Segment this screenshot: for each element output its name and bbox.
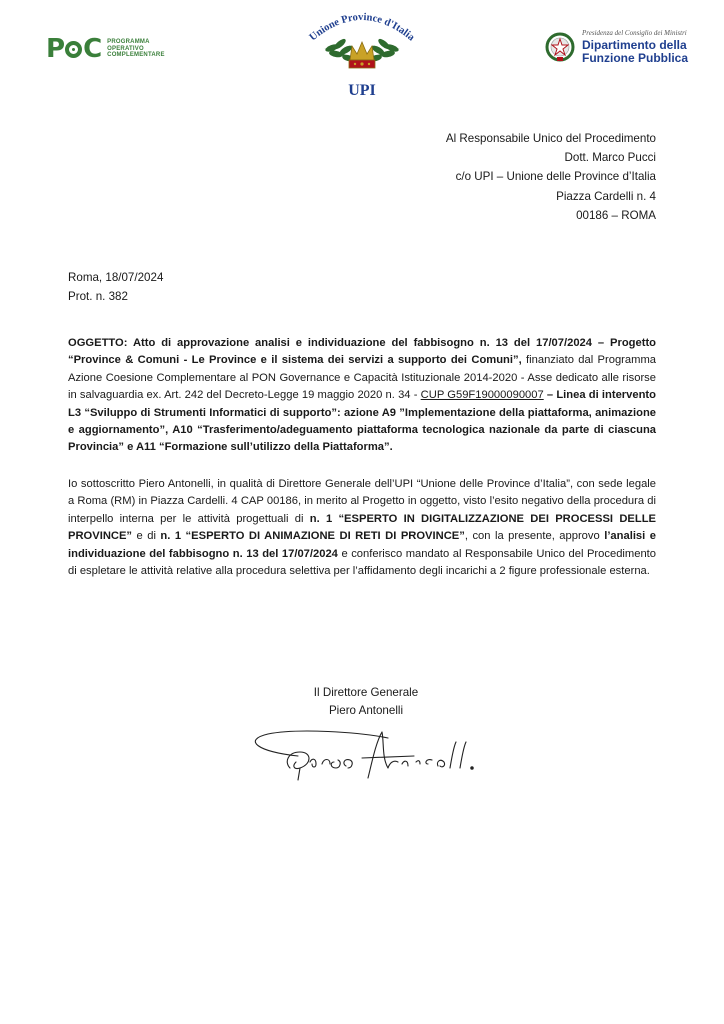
subject-text: finanziato dal Programma Azione Coesione Complementare al PON Governance e Capacità Istituzionale 2014-2020 - Asse dedicato alle risorse in salvaguardia ex. Art. 242 del Decreto-Legge 19 maggio 2020 n. 34 -: [68, 354, 656, 402]
recipient-line: 00186 – ROMA: [576, 208, 656, 222]
dfp-title: Dipartimento della Funzione Pubblica: [582, 38, 689, 65]
poc-logo: [46, 34, 186, 64]
subject-bold-tail: – Linea di intervento L3 “Sviluppo di Strumenti Informatici di supporto”: azione A9 ”Implementazione della piattaforma, animazione e aggiornamento”, A10 “Trasferimento/adeguamento piattaforma tecnologica nazionale da parte di ciascuna Provincia” e A11 “Formazione sull’utilizzo della Piattaforma”.: [68, 389, 656, 454]
body-text: , con la presente, approvo: [464, 530, 605, 543]
protocol-number: Prot. n. 382: [68, 290, 128, 303]
subject-paragraph: [68, 335, 656, 457]
recipient-line: Piazza Cardelli n. 4: [556, 189, 656, 203]
letter-date: Roma, 18/07/2024: [68, 271, 164, 284]
subject-bold-intro: OGGETTO: Atto di approvazione analisi e individuazione del fabbisogno n. 13 del 17/07/2024 – Progetto “Province & Comuni - Le Province e il sistema dei servizi a supporto dei Comuni”,: [68, 337, 656, 367]
poc-logo-text: PROGRAMMA OPERATIVO COMPLEMENTARE: [107, 39, 165, 59]
poc-mark-icon: P C: [46, 34, 102, 64]
cup-code: CUP G59F19000090007: [420, 389, 544, 402]
signer-role: Il Direttore Generale: [313, 686, 419, 699]
body-bold: l’analisi e individuazione del fabbisogno n. 13 del 17/07/2024: [68, 530, 656, 560]
body-text: e conferisco mandato al Responsabile Unico del Procedimento di espletare le attività relative alla procedura selettiva per l’affidamento degli incarichi a 2 figure professionale esterna.: [68, 547, 656, 578]
dfp-logo: [545, 29, 695, 69]
body-text: e di: [132, 530, 161, 543]
dfp-subtitle: Presidenza del Consiglio dei Ministri: [582, 29, 687, 37]
body-bold: n. 1 “ESPERTO IN DIGITALIZZAZIONE DEI PROCESSI DELLE PROVINCE”: [68, 512, 656, 543]
upi-logo: [302, 6, 422, 106]
upi-label: UPI: [348, 82, 376, 99]
body-bold: n. 1 “ESPERTO DI ANIMAZIONE DI RETI DI PROVINCE”: [160, 530, 465, 543]
body-paragraph: [68, 476, 656, 580]
signer-name: Piero Antonelli: [328, 703, 404, 717]
italian-republic-emblem-icon: [545, 31, 575, 63]
handwritten-signature: [238, 722, 494, 786]
place-date-block: [68, 268, 163, 306]
upi-emblem-icon: [302, 6, 422, 82]
recipient-line: Al Responsabile Unico del Procedimento: [445, 132, 656, 145]
signature-block: [306, 684, 426, 719]
body-text: Io sottoscritto Piero Antonelli, in qualità di Direttore Generale dell’UPI “Unione delle Province d’Italia”, con sede legale a Roma (RM) in Piazza Cardelli. 4 CAP 00186, in merito al Progetto in oggetto, visto l’esito negativo della procedura di interpello interna per le attività progettuali di: [68, 478, 656, 525]
recipient-line: Dott. Marco Pucci: [564, 151, 656, 165]
recipient-address: [446, 129, 656, 225]
upi-arc-text: Unione Province d'Italia: [307, 11, 417, 44]
recipient-line: c/o UPI – Unione delle Province d’Italia: [455, 170, 656, 184]
